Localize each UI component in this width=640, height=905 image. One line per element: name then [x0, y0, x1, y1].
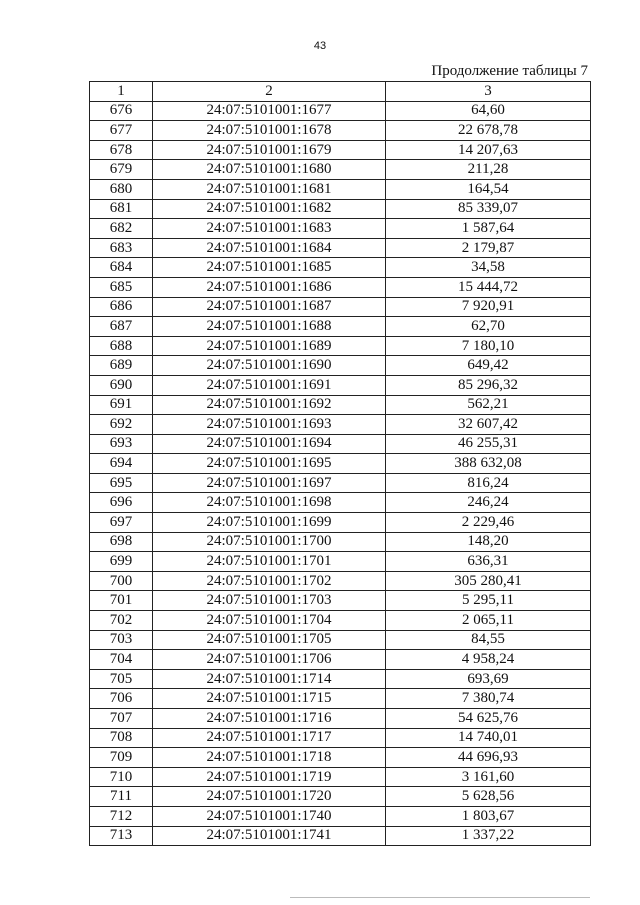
- cadastral-number-cell: 24:07:5101001:1695: [153, 454, 386, 474]
- value-cell: 62,70: [386, 317, 591, 337]
- table-row: [90, 101, 591, 121]
- data-table: [89, 81, 591, 846]
- value-cell: 34,58: [386, 258, 591, 278]
- value-cell: 14 207,63: [386, 140, 591, 160]
- cadastral-number-cell: 24:07:5101001:1715: [153, 689, 386, 709]
- cadastral-number-cell: 24:07:5101001:1717: [153, 728, 386, 748]
- table-row: [90, 571, 591, 591]
- row-number-cell: 682: [90, 219, 153, 239]
- value-cell: 4 958,24: [386, 650, 591, 670]
- table-row: [90, 121, 591, 141]
- table-row: [90, 611, 591, 631]
- table-row: [90, 336, 591, 356]
- table-row: [90, 179, 591, 199]
- value-cell: 246,24: [386, 493, 591, 513]
- row-number-cell: 706: [90, 689, 153, 709]
- table-row: [90, 434, 591, 454]
- row-number-cell: 709: [90, 748, 153, 768]
- cadastral-number-cell: 24:07:5101001:1693: [153, 415, 386, 435]
- cadastral-number-cell: 24:07:5101001:1699: [153, 513, 386, 533]
- row-number-cell: 676: [90, 101, 153, 121]
- table-row: [90, 317, 591, 337]
- row-number-cell: 699: [90, 552, 153, 572]
- row-number-cell: 678: [90, 140, 153, 160]
- value-cell: 164,54: [386, 179, 591, 199]
- table-row: [90, 160, 591, 180]
- table-row: [90, 806, 591, 826]
- value-cell: 148,20: [386, 532, 591, 552]
- cadastral-number-cell: 24:07:5101001:1680: [153, 160, 386, 180]
- value-cell: 44 696,93: [386, 748, 591, 768]
- value-cell: 14 740,01: [386, 728, 591, 748]
- cadastral-number-cell: 24:07:5101001:1700: [153, 532, 386, 552]
- table-row: [90, 513, 591, 533]
- row-number-cell: 681: [90, 199, 153, 219]
- row-number-cell: 680: [90, 179, 153, 199]
- table-row: [90, 473, 591, 493]
- cadastral-number-cell: 24:07:5101001:1701: [153, 552, 386, 572]
- cadastral-number-cell: 24:07:5101001:1678: [153, 121, 386, 141]
- cadastral-number-cell: 24:07:5101001:1697: [153, 473, 386, 493]
- table-row: [90, 415, 591, 435]
- column-header-value: 3: [386, 82, 591, 102]
- table-continuation-title: Продолжение таблицы 7: [431, 63, 588, 79]
- row-number-cell: 679: [90, 160, 153, 180]
- row-number-cell: 689: [90, 356, 153, 376]
- page-number: 43: [313, 40, 327, 52]
- cadastral-number-cell: 24:07:5101001:1698: [153, 493, 386, 513]
- row-number-cell: 684: [90, 258, 153, 278]
- row-number-cell: 710: [90, 767, 153, 787]
- cadastral-number-cell: 24:07:5101001:1681: [153, 179, 386, 199]
- row-number-cell: 691: [90, 395, 153, 415]
- cadastral-number-cell: 24:07:5101001:1694: [153, 434, 386, 454]
- table-row: [90, 826, 591, 846]
- table-row: [90, 552, 591, 572]
- row-number-cell: 711: [90, 787, 153, 807]
- column-header-number: 1: [90, 82, 153, 102]
- value-cell: 693,69: [386, 669, 591, 689]
- cadastral-number-cell: 24:07:5101001:1719: [153, 767, 386, 787]
- row-number-cell: 708: [90, 728, 153, 748]
- value-cell: 84,55: [386, 630, 591, 650]
- value-cell: 7 920,91: [386, 297, 591, 317]
- cadastral-number-cell: 24:07:5101001:1688: [153, 317, 386, 337]
- row-number-cell: 713: [90, 826, 153, 846]
- cadastral-number-cell: 24:07:5101001:1679: [153, 140, 386, 160]
- table-row: [90, 356, 591, 376]
- value-cell: 211,28: [386, 160, 591, 180]
- row-number-cell: 690: [90, 375, 153, 395]
- cadastral-number-cell: 24:07:5101001:1705: [153, 630, 386, 650]
- cadastral-number-cell: 24:07:5101001:1677: [153, 101, 386, 121]
- row-number-cell: 692: [90, 415, 153, 435]
- row-number-cell: 702: [90, 611, 153, 631]
- table-row: [90, 630, 591, 650]
- cadastral-number-cell: 24:07:5101001:1692: [153, 395, 386, 415]
- cadastral-number-cell: 24:07:5101001:1682: [153, 199, 386, 219]
- value-cell: 816,24: [386, 473, 591, 493]
- row-number-cell: 705: [90, 669, 153, 689]
- cadastral-number-cell: 24:07:5101001:1714: [153, 669, 386, 689]
- table-header-row: [90, 82, 591, 102]
- value-cell: 2 179,87: [386, 238, 591, 258]
- cadastral-number-cell: 24:07:5101001:1703: [153, 591, 386, 611]
- table-row: [90, 709, 591, 729]
- table-row: [90, 669, 591, 689]
- cadastral-number-cell: 24:07:5101001:1716: [153, 709, 386, 729]
- table-row: [90, 277, 591, 297]
- table-row: [90, 140, 591, 160]
- cadastral-number-cell: 24:07:5101001:1741: [153, 826, 386, 846]
- value-cell: 46 255,31: [386, 434, 591, 454]
- row-number-cell: 697: [90, 513, 153, 533]
- value-cell: 64,60: [386, 101, 591, 121]
- value-cell: 1 337,22: [386, 826, 591, 846]
- cadastral-number-cell: 24:07:5101001:1685: [153, 258, 386, 278]
- column-header-cadastral-number: 2: [153, 82, 386, 102]
- row-number-cell: 703: [90, 630, 153, 650]
- cadastral-number-cell: 24:07:5101001:1704: [153, 611, 386, 631]
- value-cell: 636,31: [386, 552, 591, 572]
- value-cell: 7 380,74: [386, 689, 591, 709]
- table-row: [90, 297, 591, 317]
- table-row: [90, 532, 591, 552]
- value-cell: 85 296,32: [386, 375, 591, 395]
- row-number-cell: 688: [90, 336, 153, 356]
- cadastral-number-cell: 24:07:5101001:1683: [153, 219, 386, 239]
- row-number-cell: 677: [90, 121, 153, 141]
- cadastral-number-cell: 24:07:5101001:1740: [153, 806, 386, 826]
- value-cell: 5 295,11: [386, 591, 591, 611]
- value-cell: 5 628,56: [386, 787, 591, 807]
- table-row: [90, 787, 591, 807]
- value-cell: 32 607,42: [386, 415, 591, 435]
- row-number-cell: 701: [90, 591, 153, 611]
- row-number-cell: 693: [90, 434, 153, 454]
- value-cell: 649,42: [386, 356, 591, 376]
- table-row: [90, 767, 591, 787]
- row-number-cell: 700: [90, 571, 153, 591]
- row-number-cell: 685: [90, 277, 153, 297]
- table-row: [90, 493, 591, 513]
- table-row: [90, 258, 591, 278]
- value-cell: 1 803,67: [386, 806, 591, 826]
- row-number-cell: 683: [90, 238, 153, 258]
- value-cell: 54 625,76: [386, 709, 591, 729]
- value-cell: 7 180,10: [386, 336, 591, 356]
- table-row: [90, 238, 591, 258]
- row-number-cell: 687: [90, 317, 153, 337]
- table-row: [90, 591, 591, 611]
- table-row: [90, 689, 591, 709]
- cadastral-number-cell: 24:07:5101001:1718: [153, 748, 386, 768]
- value-cell: 2 229,46: [386, 513, 591, 533]
- table-row: [90, 219, 591, 239]
- table-row: [90, 395, 591, 415]
- cadastral-number-cell: 24:07:5101001:1687: [153, 297, 386, 317]
- row-number-cell: 696: [90, 493, 153, 513]
- cadastral-number-cell: 24:07:5101001:1686: [153, 277, 386, 297]
- table-row: [90, 375, 591, 395]
- value-cell: 388 632,08: [386, 454, 591, 474]
- row-number-cell: 695: [90, 473, 153, 493]
- table-row: [90, 199, 591, 219]
- row-number-cell: 704: [90, 650, 153, 670]
- row-number-cell: 698: [90, 532, 153, 552]
- cadastral-number-cell: 24:07:5101001:1690: [153, 356, 386, 376]
- table-row: [90, 454, 591, 474]
- row-number-cell: 707: [90, 709, 153, 729]
- value-cell: 3 161,60: [386, 767, 591, 787]
- value-cell: 2 065,11: [386, 611, 591, 631]
- value-cell: 15 444,72: [386, 277, 591, 297]
- row-number-cell: 686: [90, 297, 153, 317]
- value-cell: 1 587,64: [386, 219, 591, 239]
- row-number-cell: 694: [90, 454, 153, 474]
- cadastral-number-cell: 24:07:5101001:1689: [153, 336, 386, 356]
- cadastral-number-cell: 24:07:5101001:1702: [153, 571, 386, 591]
- table-header: [90, 82, 591, 102]
- value-cell: 85 339,07: [386, 199, 591, 219]
- cadastral-number-cell: 24:07:5101001:1684: [153, 238, 386, 258]
- value-cell: 305 280,41: [386, 571, 591, 591]
- value-cell: 562,21: [386, 395, 591, 415]
- table-row: [90, 748, 591, 768]
- table-row: [90, 728, 591, 748]
- table-row: [90, 650, 591, 670]
- scan-edge-line: [290, 897, 590, 898]
- cadastral-number-cell: 24:07:5101001:1691: [153, 375, 386, 395]
- value-cell: 22 678,78: [386, 121, 591, 141]
- cadastral-number-cell: 24:07:5101001:1706: [153, 650, 386, 670]
- table-body: [90, 101, 591, 846]
- row-number-cell: 712: [90, 806, 153, 826]
- cadastral-number-cell: 24:07:5101001:1720: [153, 787, 386, 807]
